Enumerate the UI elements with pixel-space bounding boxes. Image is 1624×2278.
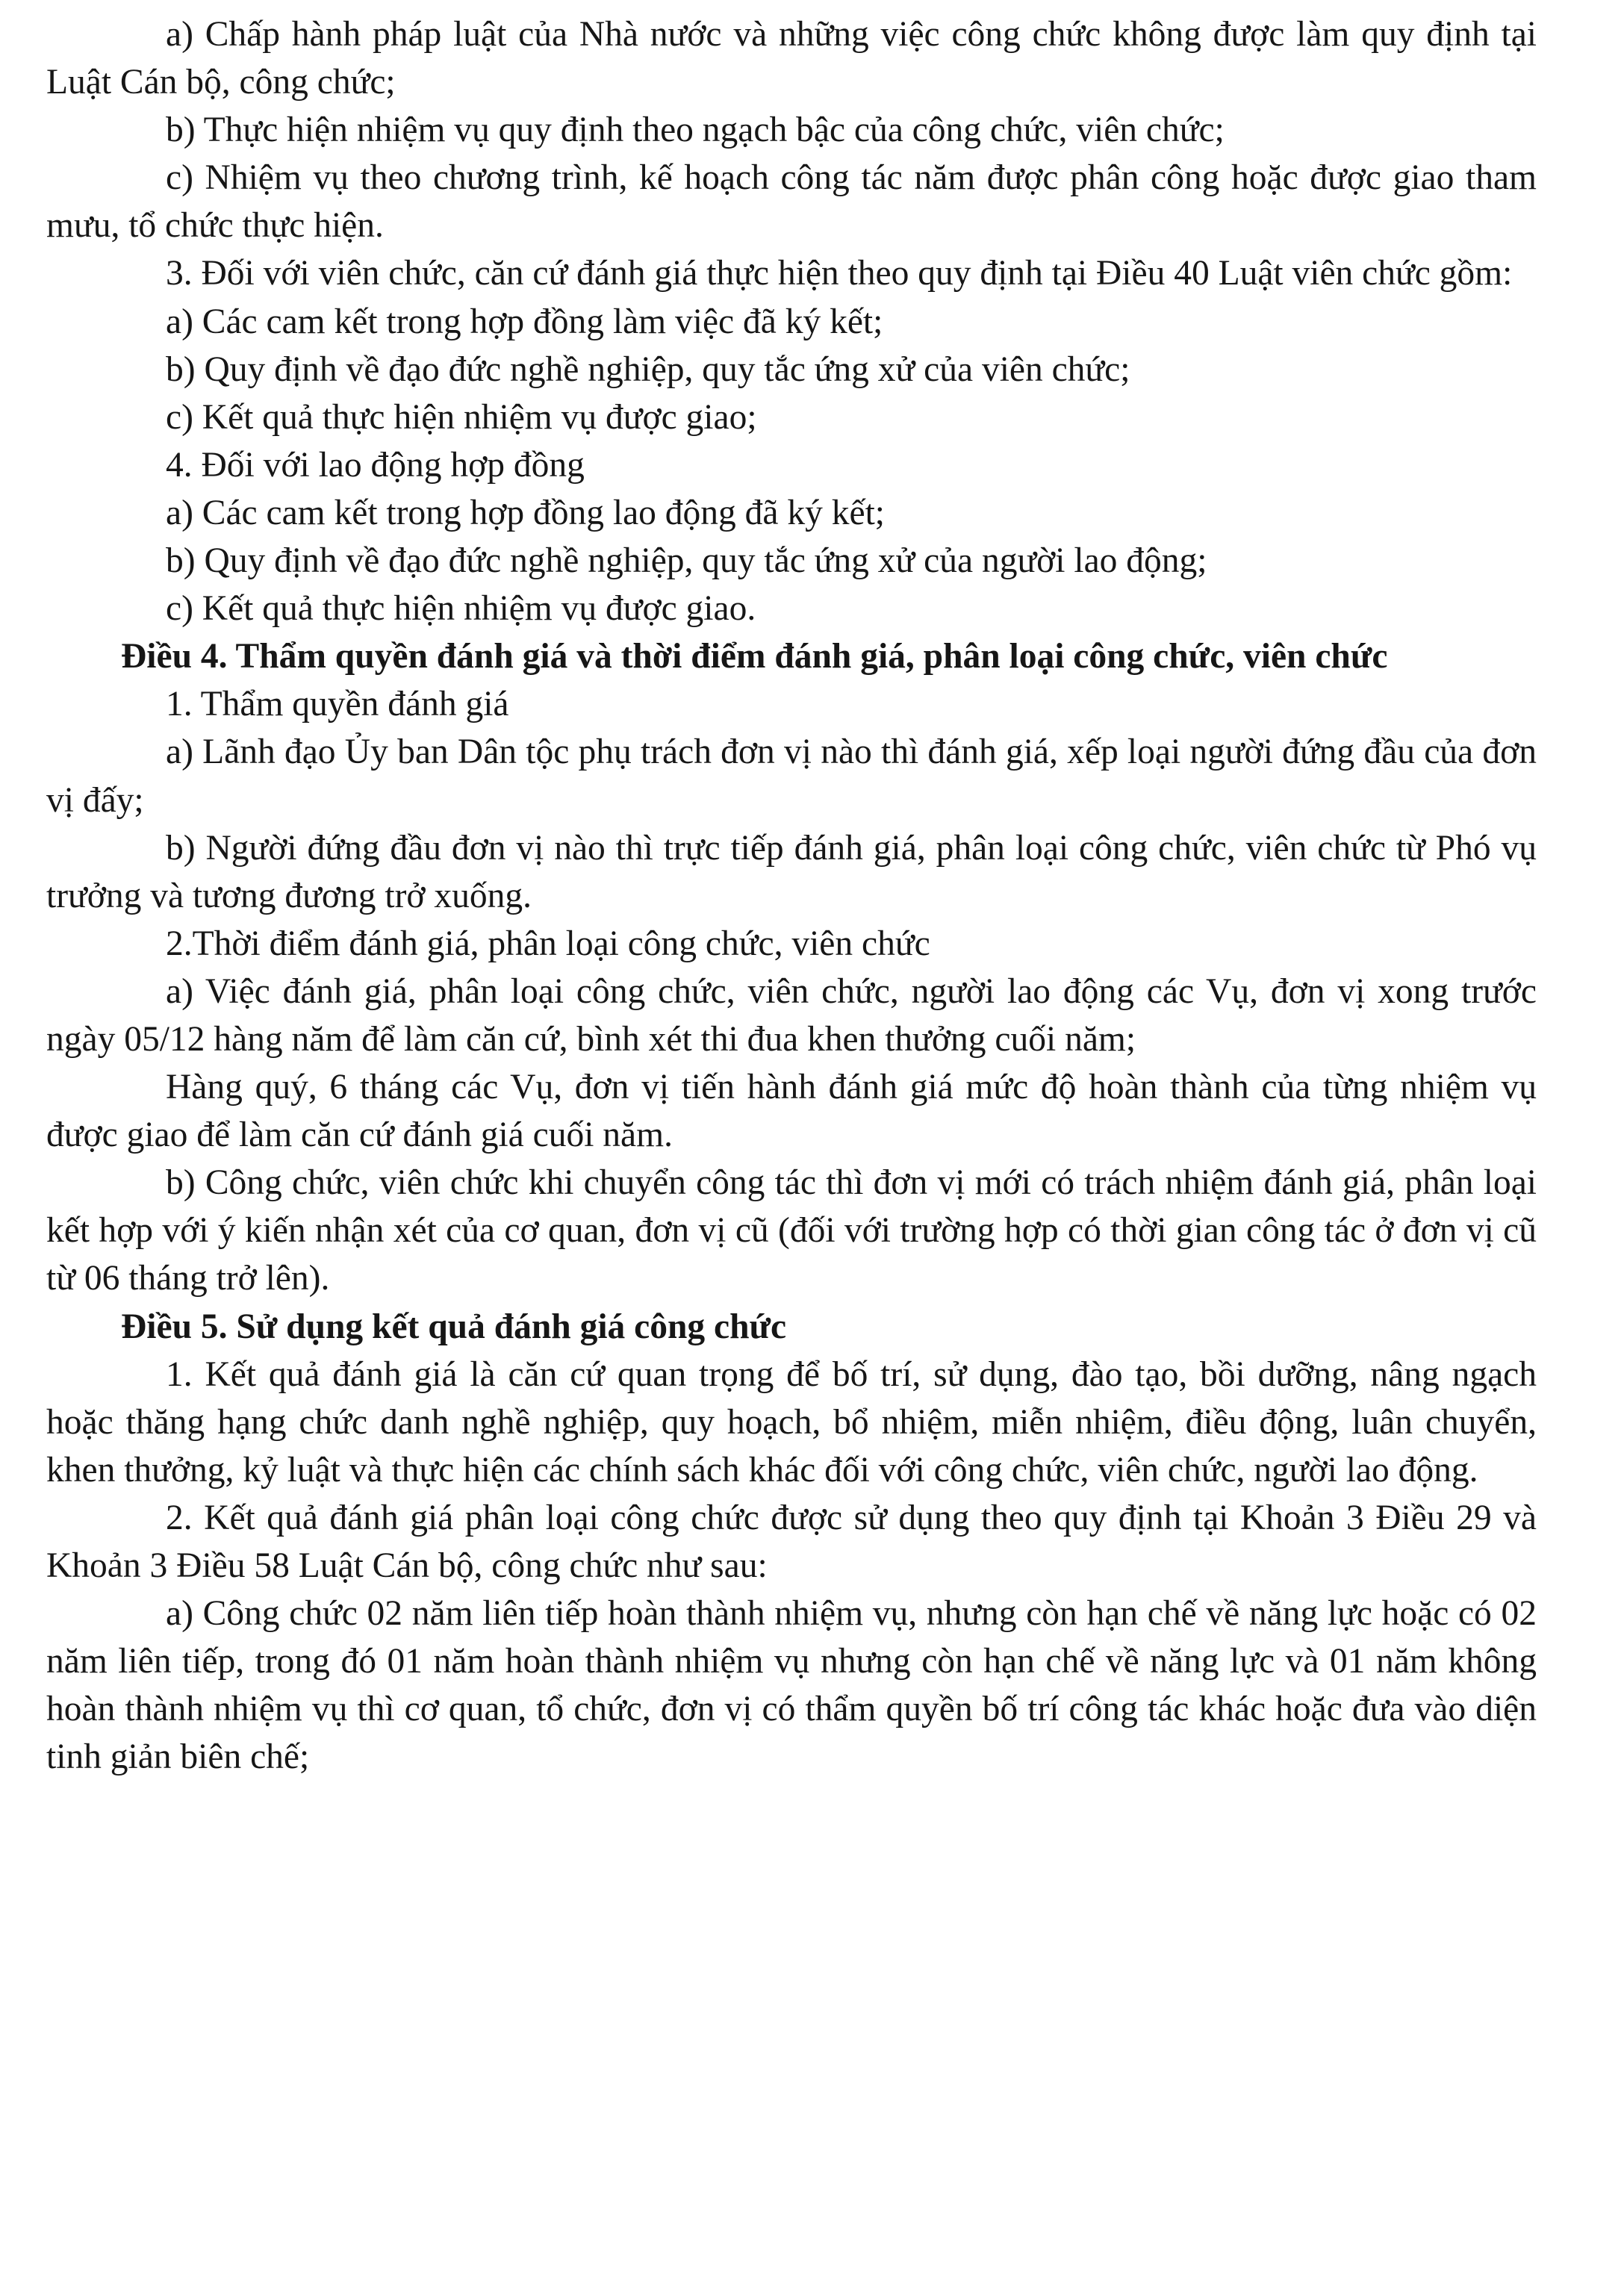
paragraph-a5-2-usage: 2. Kết quả đánh giá phân loại công chức được sử dụng theo quy định tại Khoản 3 Điều 29 và Khoản 3 Điều 58 Luật Cán bộ, công chức như sau: [46,1498,1537,1585]
paragraph-3-officials-basis: 3. Đối với viên chức, căn cứ đánh giá thực hiện theo quy định tại Điều 40 Luật viên chức gồm: [166,254,1513,293]
paragraph-a4-1a-leadership: a) Lãnh đạo Ủy ban Dân tộc phụ trách đơn vị nào thì đánh giá, xếp loại người đứng đầu của đơn vị đấy; [46,732,1537,820]
paragraph-3a-work-contract: a) Các cam kết trong hợp đồng làm việc đã ký kết; [166,302,883,341]
paragraph-3c-results: c) Kết quả thực hiện nhiệm vụ được giao; [166,397,757,437]
paragraph-a4-1b-unit-head: b) Người đứng đầu đơn vị nào thì trực tiếp đánh giá, phân loại công chức, viên chức từ Phó vụ trưởng và tương đương trở xuống. [46,828,1537,915]
paragraph-a4-quarterly: Hàng quý, 6 tháng các Vụ, đơn vị tiến hành đánh giá mức độ hoàn thành của từng nhiệm vụ được giao để làm căn cứ đánh giá cuối năm. [46,1068,1537,1155]
document-page [46,10,1537,1781]
paragraph-a5-2a-two-years: a) Công chức 02 năm liên tiếp hoàn thành nhiệm vụ, nhưng còn hạn chế về năng lực hoặc có 02 năm liên tiếp, trong đó 01 năm hoàn thành nhiệm vụ nhưng còn hạn chế về năng lực và 01 năm không hoàn thành nhiệm vụ thì cơ quan, tổ chức, đơn vị có thẩm quyền bố trí công tác khác hoặc đưa vào diện tinh giản biên chế; [46,1594,1537,1777]
paragraph-4-contract-labor: 4. Đối với lao động hợp đồng [166,445,585,485]
paragraph-a4-2b-transfer: b) Công chức, viên chức khi chuyển công tác thì đơn vị mới có trách nhiệm đánh giá, phân loại kết hợp với ý kiến nhận xét của cơ quan, đơn vị cũ (đối với trường hợp có thời gian công tác ở đơn vị cũ từ 06 tháng trở lên). [46,1163,1537,1298]
article-5-heading: Điều 5. Sử dụng kết quả đánh giá công chức [121,1307,787,1346]
paragraph-4b-ethics: b) Quy định về đạo đức nghề nghiệp, quy tắc ứng xử của người lao động; [166,541,1207,581]
paragraph-a4-2-timing: 2.Thời điểm đánh giá, phân loại công chức, viên chức [166,924,930,963]
paragraph-a4-1-authority: 1. Thẩm quyền đánh giá [166,685,509,724]
paragraph-1c-annual-plan: c) Nhiệm vụ theo chương trình, kế hoạch công tác năm được phân công hoặc được giao tham mưu, tổ chức thực hiện. [46,158,1537,246]
paragraph-a5-1-results-basis: 1. Kết quả đánh giá là căn cứ quan trọng để bố trí, sử dụng, đào tạo, bồi dưỡng, nâng ngạch hoặc thăng hạng chức danh nghề nghiệp, quy hoạch, bổ nhiệm, miễn nhiệm, điều động, luân chuyển, khen thưởng, kỷ luật và thực hiện các chính sách khác đối với công chức, viên chức, người lao động. [46,1354,1537,1490]
paragraph-a4-2a-deadline: a) Việc đánh giá, phân loại công chức, viên chức, người lao động các Vụ, đơn vị xong trước ngày 05/12 hàng năm để làm căn cứ, bình xét thi đua khen thưởng cuối năm; [46,971,1537,1059]
paragraph-1a-comply-law: a) Chấp hành pháp luật của Nhà nước và những việc công chức không được làm quy định tại Luật Cán bộ, công chức; [46,15,1537,102]
paragraph-4a-labor-contract: a) Các cam kết trong hợp đồng lao động đã ký kết; [166,493,885,532]
paragraph-4c-results: c) Kết quả thực hiện nhiệm vụ được giao. [166,589,756,629]
paragraph-3b-ethics: b) Quy định về đạo đức nghề nghiệp, quy tắc ứng xử của viên chức; [166,349,1130,389]
article-4-heading: Điều 4. Thẩm quyền đánh giá và thời điểm đánh giá, phân loại công chức, viên chức [121,637,1388,676]
paragraph-1b-rank-duties: b) Thực hiện nhiệm vụ quy định theo ngạch bậc của công chức, viên chức; [166,111,1225,150]
